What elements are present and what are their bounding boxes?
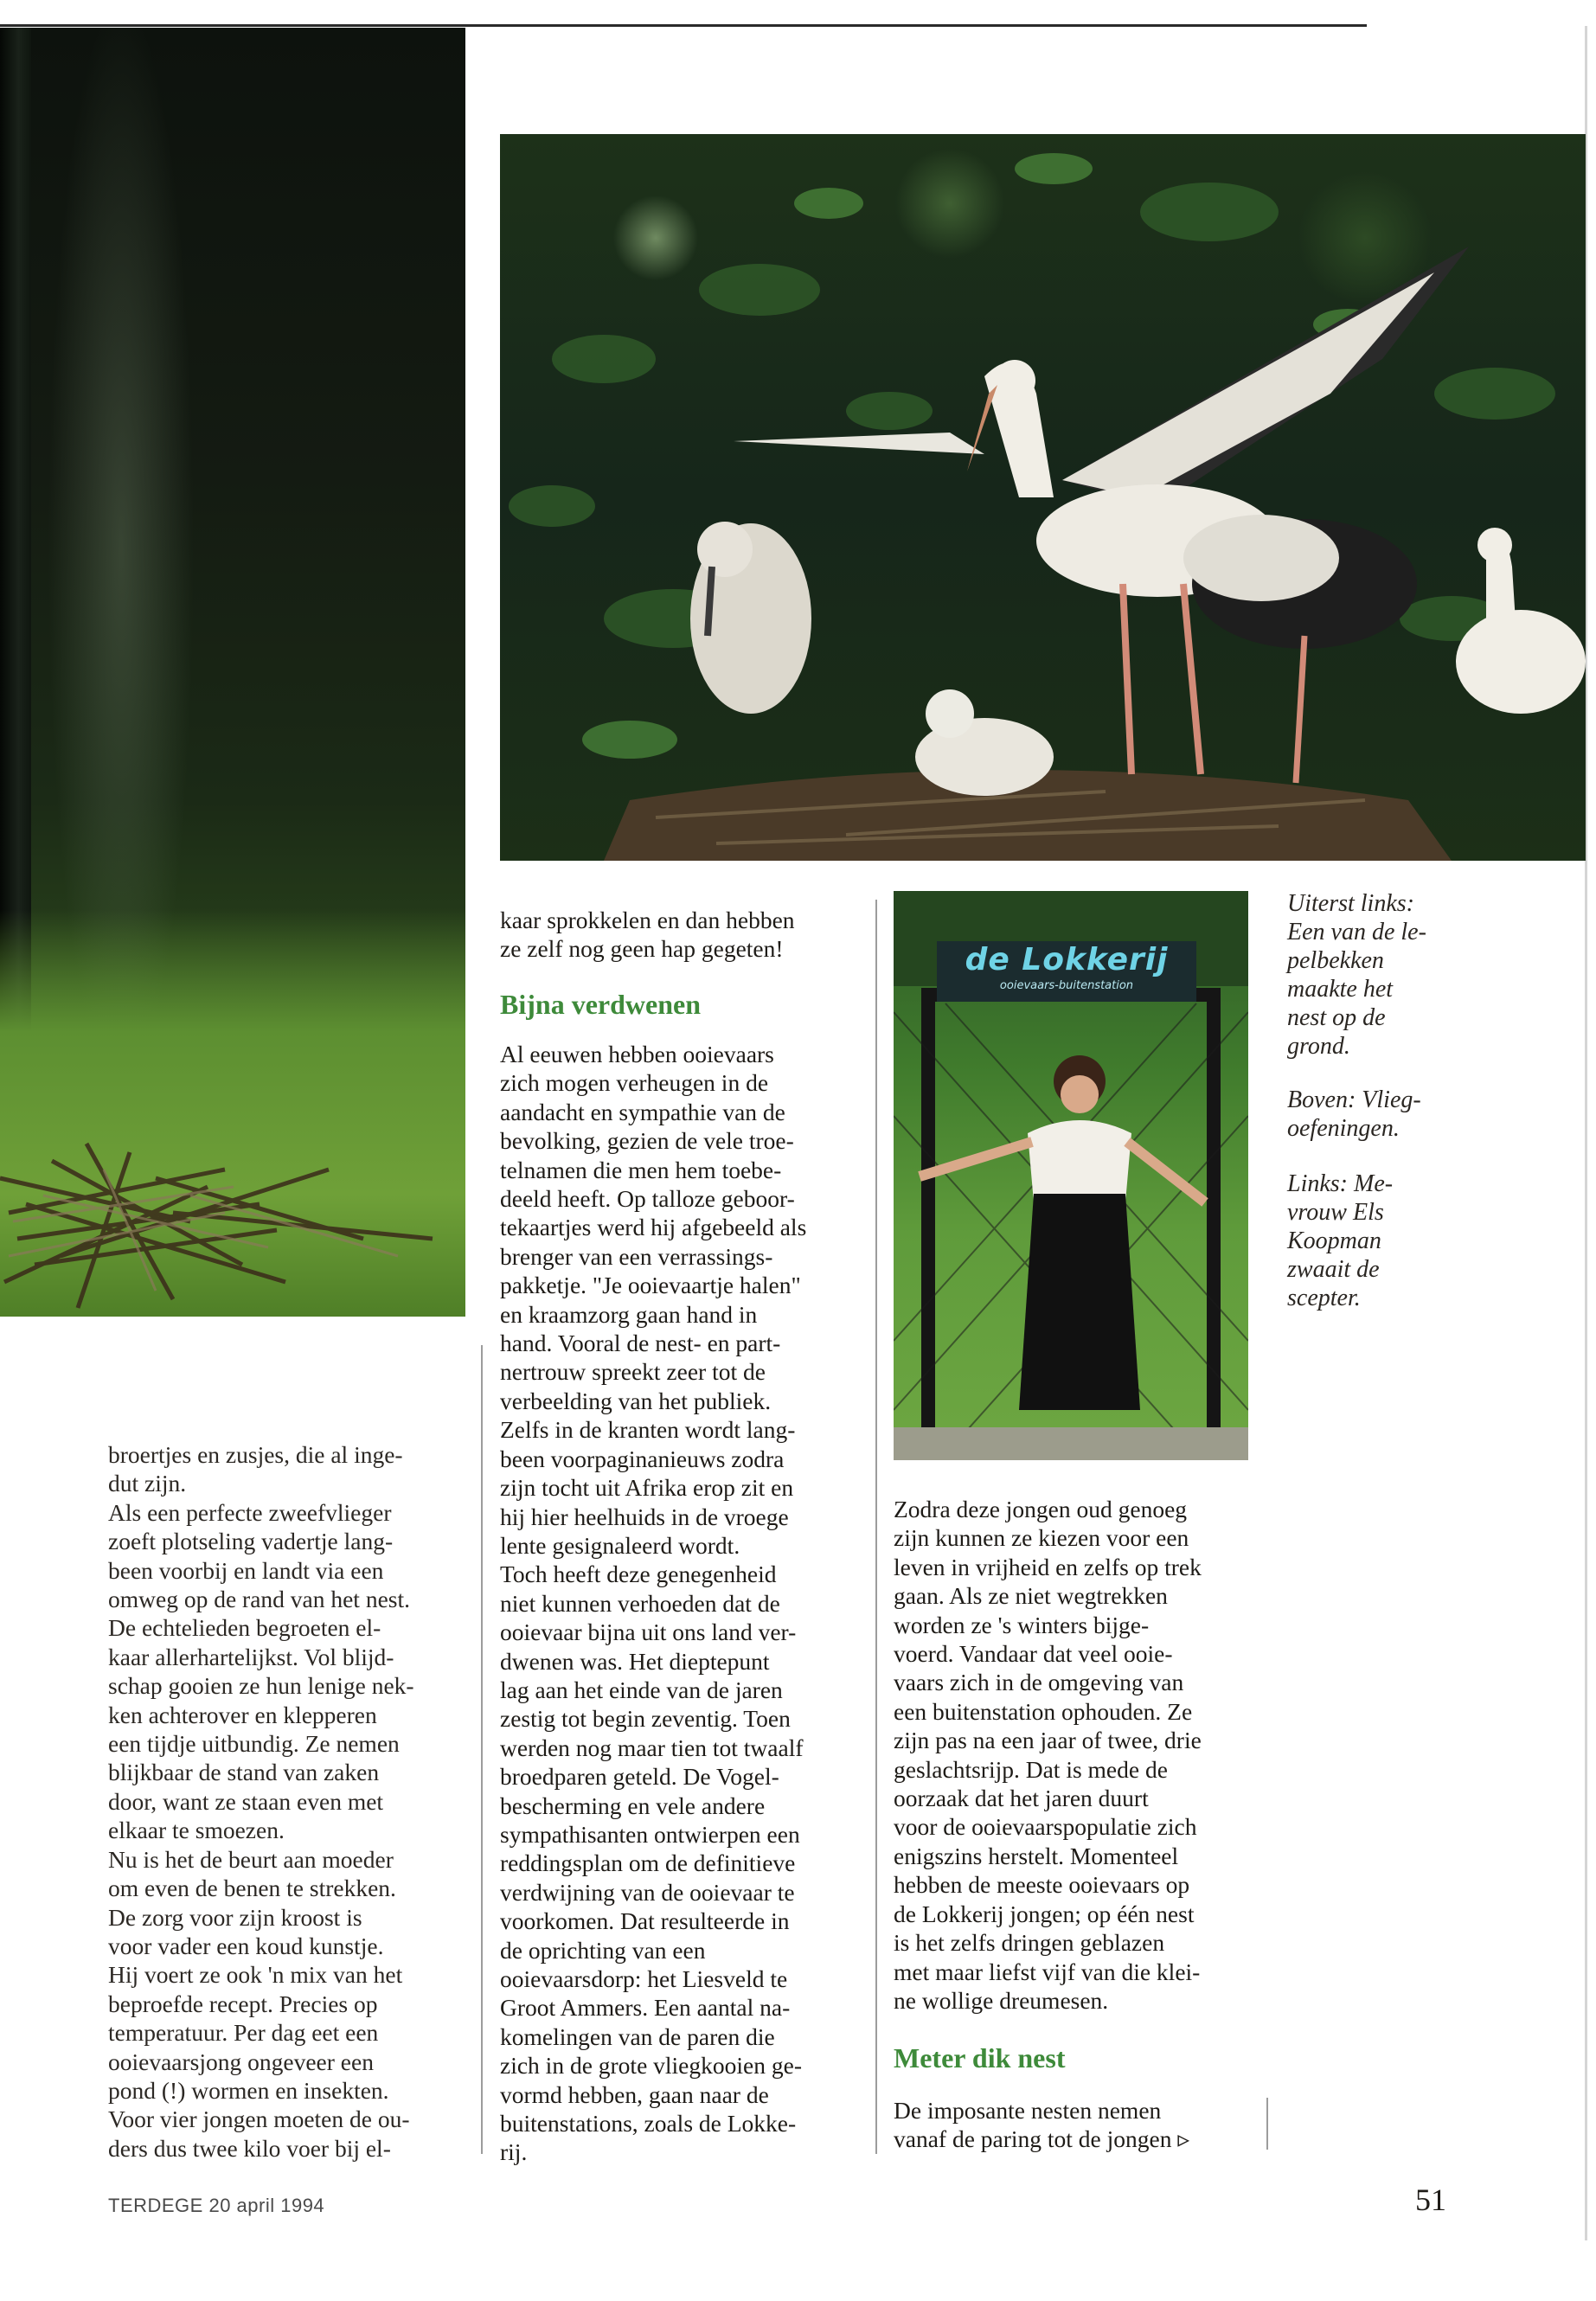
text-line: dut zijn. [108, 1470, 187, 1497]
top-rule [0, 24, 1367, 27]
text-line: verdwijning van de ooievaar te [500, 1878, 795, 1906]
text-line: schap gooien ze hun lenige nek- [108, 1672, 414, 1700]
text-line: rij. [500, 2138, 528, 2166]
text-line: reddingsplan om de definitieve [500, 1849, 796, 1877]
text-line: elkaar te smoezen. [108, 1817, 285, 1844]
caption-line: zwaait de [1287, 1256, 1380, 1283]
text-line: Zodra deze jongen oud genoeg [894, 1496, 1188, 1522]
text-line: verbeelding van het publiek. [500, 1387, 772, 1414]
text-line: De imposante nesten nemen [894, 2097, 1162, 2124]
caption-line: vrouw Els [1287, 1199, 1384, 1226]
caption-line: Koopman [1287, 1227, 1381, 1254]
storks-illustration [500, 134, 1586, 861]
text-line: bescherming en vele andere [500, 1791, 766, 1819]
text-line: is het zelfs dringen geblazen [894, 1929, 1165, 1957]
text-line: zich in de grote vliegkooien ge- [500, 2052, 802, 2080]
caption-uiterst-links [1287, 889, 1426, 1061]
caption-line: nest op de [1287, 1004, 1386, 1031]
text-line: zestig tot begin zeventig. Toen [500, 1705, 791, 1733]
text-line: beproefde recept. Precies op [108, 1990, 378, 2017]
gate-sign-title: de Lokkerij [965, 942, 1169, 977]
text-line: ne wollige dreumesen. [894, 1986, 1109, 2014]
caption-line: Boven: Vlieg- [1287, 1086, 1421, 1113]
text-line: gaan. Als ze niet wegtrekken [894, 1582, 1168, 1610]
text-line: vaars zich in de omgeving van [894, 1669, 1184, 1696]
text-line: lente gesignaleerd wordt. [500, 1531, 740, 1559]
text-line: pond (!) wormen en insekten. [108, 2076, 389, 2104]
text-line: voor de ooievaarspopulatie zich [894, 1813, 1197, 1841]
text-line: enigszins herstelt. Momenteel [894, 1842, 1179, 1869]
caption-line: grond. [1287, 1033, 1350, 1060]
column-divider [875, 900, 877, 2154]
text-line: geslachtsrijp. Dat is mede de [894, 1755, 1168, 1783]
text-line: Voor vier jongen moeten de ou- [108, 2106, 410, 2133]
text-line: De zorg voor zijn kroost is [108, 1903, 362, 1931]
text-line: kaar sprokkelen en dan hebben [500, 907, 795, 933]
text-line: been voorpaginanieuws zodra [500, 1445, 785, 1472]
text-line: de Lokkerij jongen; op één nest [894, 1900, 1195, 1927]
photo-nest-on-ground [0, 28, 465, 1317]
caption-line: Uiterst links: [1287, 890, 1414, 917]
caption-line: pelbekken [1287, 947, 1384, 974]
text-line: hebben de meeste ooievaars op [894, 1871, 1190, 1899]
text-line: leven in vrijheid en zelfs op trek [894, 1553, 1202, 1580]
text-line: Nu is het de beurt aan moeder [108, 1845, 394, 1873]
text-line: met maar liefst vijf van die klei- [894, 1958, 1201, 1985]
text-line: ooievaar bijna uit ons land ver- [500, 1618, 797, 1646]
column-divider [481, 1345, 483, 2154]
text-line: telnamen die men hem toebe- [500, 1156, 782, 1183]
text-line: Zelfs in de kranten wordt lang- [500, 1416, 796, 1444]
text-line: een buitenstation ophouden. Ze [894, 1697, 1193, 1725]
article-column-2-intro [500, 906, 855, 964]
text-line: ooievaarsdorp: het Liesveld te [500, 1965, 788, 1992]
text-line: Als een perfecte zweefvlieger [108, 1498, 392, 1526]
article-column-2 [500, 1040, 855, 2167]
text-line: bevolking, gezien de vele troe- [500, 1127, 794, 1155]
article-column-3-end [894, 2096, 1257, 2154]
text-line: niet kunnen verhoeden dat de [500, 1589, 780, 1617]
text-line: voorkomen. Dat resulteerde in [500, 1907, 790, 1935]
caption-line: maakte het [1287, 976, 1394, 1003]
text-line: sympathisanten ontwierpen een [500, 1820, 800, 1848]
text-line: hand. Vooral de nest- en part- [500, 1330, 781, 1357]
text-line: kaar allerhartelijkst. Vol blijd- [108, 1643, 394, 1670]
text-line: Groot Ammers. Een aantal na- [500, 1994, 791, 2022]
text-line: zoeft plotseling vadertje lang- [108, 1528, 394, 1555]
text-line: dwenen was. Het dieptepunt [500, 1647, 770, 1675]
text-line: ken achterover en klepperen [108, 1701, 377, 1728]
text-line: ze zelf nog geen hap gegeten! [500, 935, 784, 963]
column-divider [1266, 2098, 1268, 2150]
text-line: een tijdje uitbundig. Ze nemen [108, 1730, 400, 1758]
magazine-footer: TERDEGE 20 april 1994 [108, 2195, 325, 2216]
text-line: zijn pas na een jaar of twee, drie [894, 1727, 1202, 1754]
text-line: Hij voert ze ook 'n mix van het [108, 1961, 403, 1989]
text-line: lag aan het einde van de jaren [500, 1676, 783, 1703]
text-line: aandacht en sympathie van de [500, 1098, 785, 1125]
text-line: ooievaarsjong ongeveer een [108, 2048, 374, 2075]
photo-woman-at-gate [894, 891, 1248, 1460]
text-line: ders dus twee kilo voer bij el- [108, 2134, 391, 2162]
text-line: broedparen geteld. De Vogel- [500, 1763, 779, 1791]
nest-illustration [0, 953, 465, 1317]
section-heading-bijna-verdwenen: Bijna verdwenen [500, 989, 701, 1020]
photo-storks-on-nest [500, 134, 1586, 861]
text-line: voor vader een koud kunstje. [108, 1932, 384, 1959]
text-line: Toch heeft deze genegenheid [500, 1561, 777, 1588]
section-heading-meter-dik-nest: Meter dik nest [894, 2042, 1066, 2073]
text-line: De echtelieden begroeten el- [108, 1614, 381, 1642]
text-line: nertrouw spreekt zeer tot de [500, 1358, 766, 1386]
text-line: Al eeuwen hebben ooievaars [500, 1041, 774, 1067]
text-line: vormd hebben, gaan naar de [500, 2080, 769, 2108]
text-line: brenger van een verrassings- [500, 1242, 773, 1270]
text-line: pakketje. "Je ooievaartje halen" [500, 1272, 801, 1299]
gate-sign [937, 941, 1196, 1002]
text-line: worden ze 's winters bijge- [894, 1611, 1150, 1638]
text-line: zijn tocht uit Afrika erop zit en [500, 1474, 794, 1502]
caption-line: oefeningen. [1287, 1115, 1400, 1142]
text-line: voerd. Vandaar dat veel ooie- [894, 1640, 1173, 1668]
caption-boven [1287, 1086, 1421, 1143]
text-line: zich mogen verheugen in de [500, 1069, 769, 1097]
text-line: om even de benen te strekken. [108, 1875, 396, 1902]
text-line: hij hier heelhuids in de vroege [500, 1503, 789, 1530]
text-line: blijkbaar de stand van zaken [108, 1759, 380, 1786]
caption-line: scepter. [1287, 1285, 1361, 1311]
text-line: broertjes en zusjes, die al inge- [108, 1441, 403, 1468]
text-line: tekaartjes werd hij afgebeeld als [500, 1214, 807, 1241]
text-line: deeld heeft. Op talloze geboor- [500, 1185, 795, 1213]
gate-sign-subtitle: ooievaars-buitenstation [999, 979, 1134, 992]
text-line: temperatuur. Per dag eet een [108, 2019, 379, 2047]
text-line: de oprichting van een [500, 1936, 706, 1964]
page-number: 51 [1415, 2182, 1446, 2217]
text-line: been voorbij en landt via een [108, 1556, 384, 1584]
text-line: door, want ze staan even met [108, 1787, 384, 1815]
article-column-1 [108, 1440, 450, 2163]
text-line: buitenstations, zoals de Lokke- [500, 2110, 797, 2138]
caption-line: Een van de le- [1287, 919, 1426, 945]
caption-line: Links: Me- [1287, 1170, 1394, 1197]
article-column-3 [894, 1495, 1257, 2015]
text-line: vanaf de paring tot de jongen ▹ [894, 2125, 1190, 2153]
caption-links [1287, 1170, 1393, 1312]
text-line: en kraamzorg gaan hand in [500, 1300, 758, 1328]
text-line: omweg op de rand van het nest. [108, 1586, 411, 1613]
text-line: zijn kunnen ze kiezen voor een [894, 1524, 1189, 1552]
text-line: komelingen van de paren die [500, 2022, 775, 2050]
text-line: oorzaak dat het jaren duurt [894, 1785, 1149, 1812]
text-line: werden nog maar tien tot twaalf [500, 1734, 804, 1761]
